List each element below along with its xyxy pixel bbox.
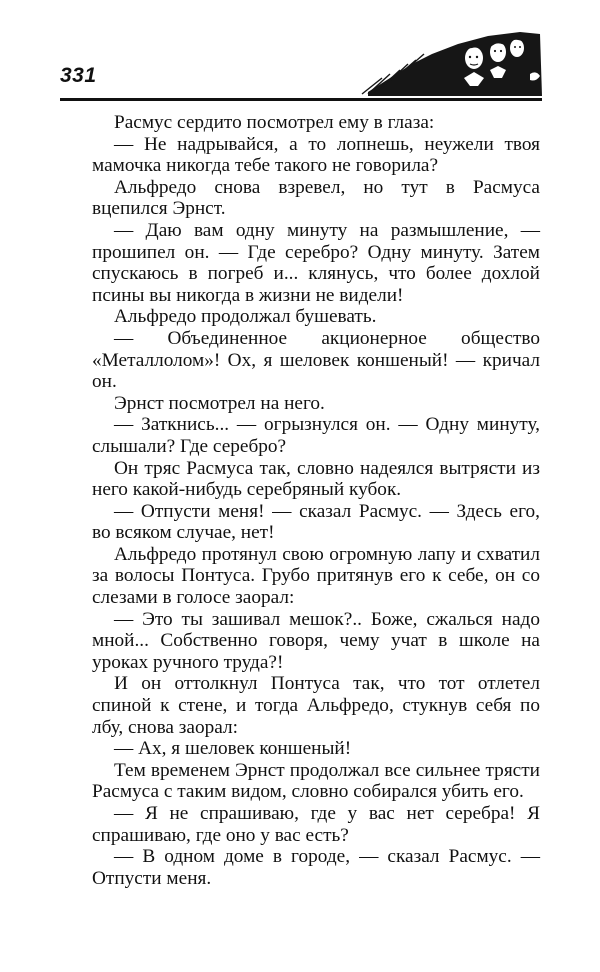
- page-number: 331: [60, 64, 97, 87]
- paragraph: — Я не спрашиваю, где у вас нет серебра! Я спрашиваю, где оно у вас есть?: [92, 803, 540, 846]
- paragraph: Альфредо протянул свою огромную лапу и схватил за волосы Понтуса. Грубо притянув его к себе, он со слезами в голосе заорал:: [92, 543, 540, 609]
- page-body-text: [92, 112, 540, 889]
- paragraph: — Заткнись... — огрызнулся он. — Одну минуту, слышали? Где серебро?: [92, 414, 540, 457]
- paragraph: И он оттолкнул Понтуса так, что тот отлетел спиной к стене, и тогда Альфредо, стукнув себя по лбу, снова заорал:: [92, 673, 540, 738]
- header-rule: [60, 98, 542, 101]
- paragraph: Эрнст посмотрел на него.: [114, 392, 325, 414]
- header-illustration: [360, 30, 542, 100]
- paragraph: — Объединенное акционерное общество «Металлолом»! Ох, я шеловек коншеный! — кричал он.: [92, 327, 540, 393]
- paragraph: — В одном доме в городе, — сказал Расмус. — Отпусти меня.: [92, 846, 540, 889]
- paragraph: Тем временем Эрнст продолжал все сильнее трясти Расмуса с таким видом, словно собирался убить его.: [92, 759, 540, 803]
- paragraph: — Ах, я шеловек коншеный!: [114, 738, 352, 760]
- page-header: [60, 30, 542, 104]
- paragraph: — Это ты зашивал мешок?.. Боже, сжалься надо мной... Собственно говоря, чему учат в школе на уроках ручного труда?!: [92, 608, 540, 673]
- paragraph: — Отпусти меня! — сказал Расмус. — Здесь его, во всяком случае, нет!: [92, 500, 540, 544]
- paragraph: Альфредо снова взревел, но тут в Расмуса вцепился Эрнст.: [92, 176, 540, 220]
- paragraph: Альфредо продолжал бушевать.: [114, 306, 377, 328]
- paragraph: — Даю вам одну минуту на размышление, — прошипел он. — Где серебро? Одну минуту. Затем спускаюсь в погреб и... клянусь, что более дохлой псины вы никогда в жизни не видели!: [92, 219, 540, 306]
- paragraph: — Не надрывайся, а то лопнешь, неужели твоя мамочка никогда тебе такого не говорила?: [92, 133, 540, 177]
- paragraph: Он тряс Расмуса так, словно надеялся вытрясти из него какой-нибудь серебряный кубок.: [92, 457, 540, 501]
- paragraph: Расмус сердито посмотрел ему в глаза:: [114, 112, 435, 133]
